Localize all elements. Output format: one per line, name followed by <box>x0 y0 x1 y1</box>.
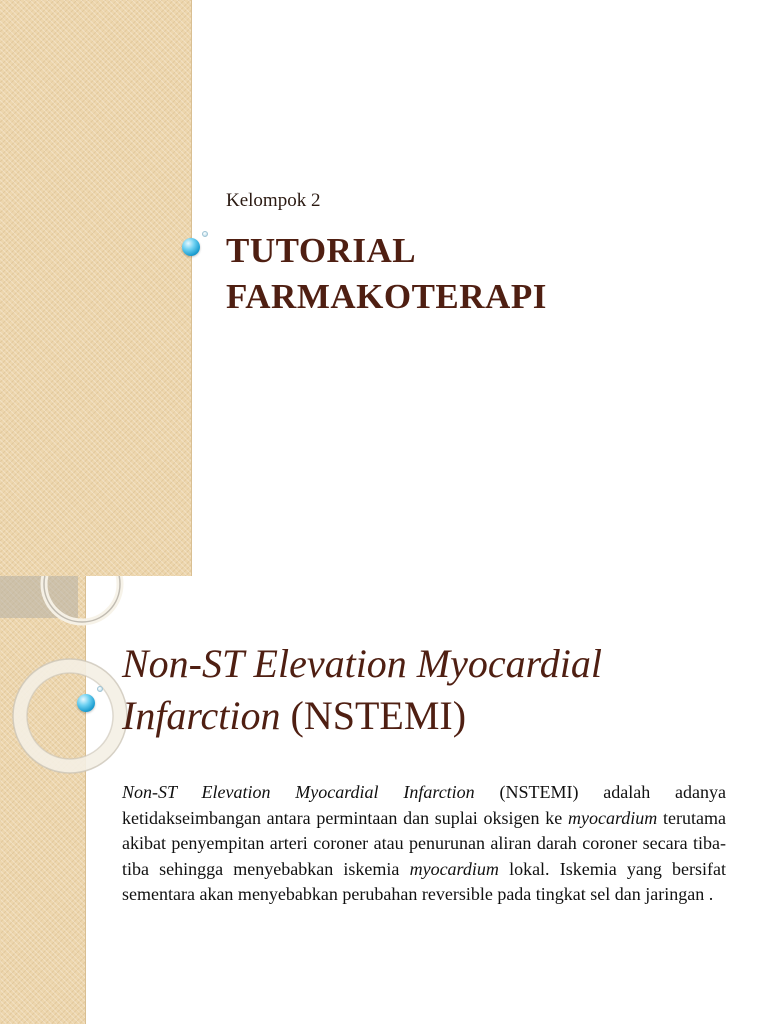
heading-line-2 <box>122 690 742 742</box>
group-subtitle: Kelompok 2 <box>226 190 321 211</box>
text-segment-3: lokal. Iskemia yang bersifat sementara akan menyebabkan perubahan reversible pada tingkat sel dan jaringan . <box>122 858 726 904</box>
blue-bead-icon <box>77 694 95 712</box>
heading-line-1 <box>122 638 742 690</box>
title-line-2: FARMAKOTERAPI <box>226 277 547 316</box>
myocardium-italic: myocardium <box>409 858 499 879</box>
small-bead-icon <box>202 231 208 237</box>
linen-sidebar <box>0 0 192 576</box>
text-segment-2: terutama akibat penyempitan arteri coroner atau penurunan aliran darah coroner secara tiba-tiba sehingga menyebabkan iskemia <box>122 807 726 879</box>
term-italic: Non-ST Elevation Myocardial Infarction <box>122 782 475 802</box>
slide-heading <box>122 638 742 742</box>
text-segment-1: (NSTEMI) adalah adanya ketidakseimbangan antara permintaan dan suplai oksigen ke <box>122 782 726 828</box>
heading-italic-line-2: Infarction <box>122 693 281 738</box>
sidebar-edge <box>191 0 192 576</box>
blue-bead-icon <box>182 238 200 256</box>
myocardium-italic: myocardium <box>567 807 658 828</box>
presentation-title <box>226 228 547 320</box>
title-line-1: TUTORIAL <box>226 231 417 270</box>
heading-acronym: (NSTEMI) <box>280 693 467 738</box>
definition-paragraph <box>122 780 726 908</box>
heading-italic-line-1: Non-ST Elevation Myocardial <box>122 641 602 686</box>
small-bead-icon <box>97 686 103 692</box>
